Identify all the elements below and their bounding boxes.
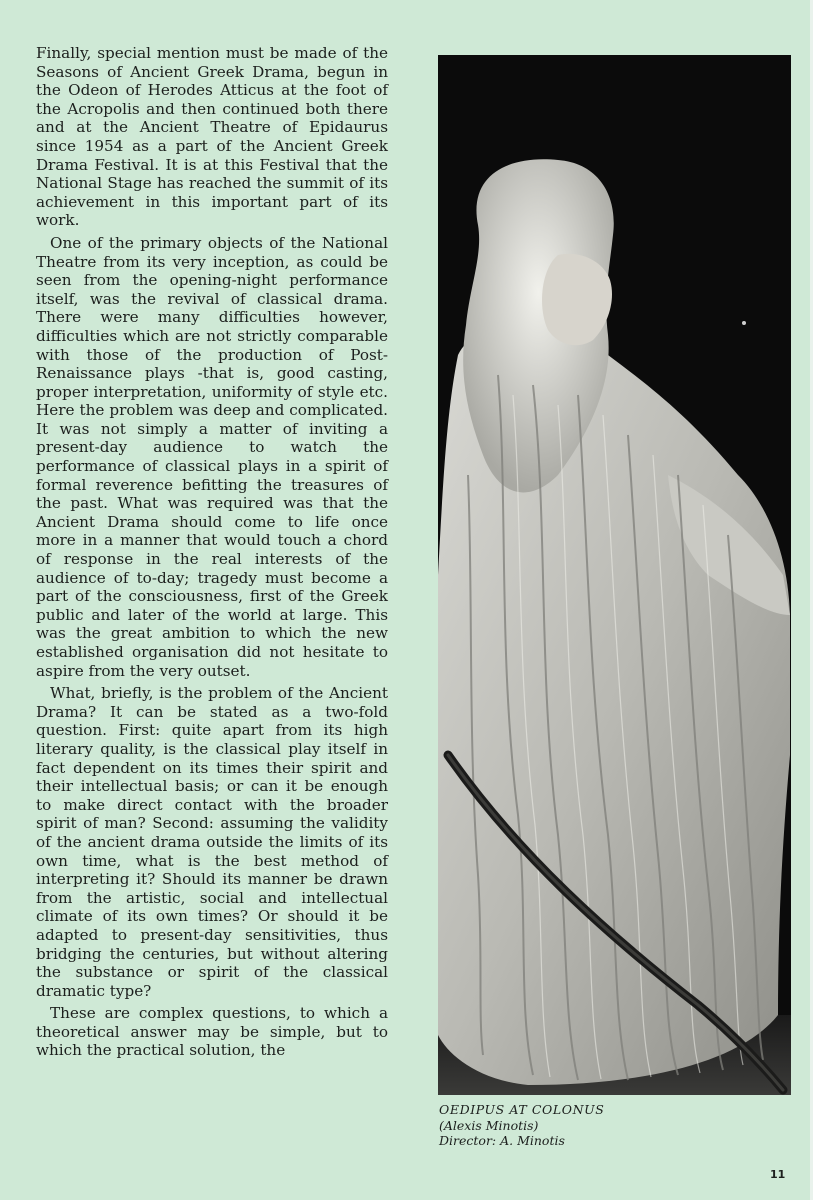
oedipus-photograph: [438, 55, 791, 1095]
caption-director: Director: A. Minotis: [439, 1133, 565, 1148]
article-paragraph-1: Finally, special mention must be made of the Seasons of Ancient Greek Drama, begun in the Odeon of Herodes Atticus at the foot of the Acropolis and then continued both there and at the Ancient Theatre of Epidaurus since 1954 as a part of the Ancient Greek Drama Festival. It is at this Festival that the National Stage has reached the summit of its achievement in this important part of its work.: [36, 44, 388, 230]
article-paragraph-4: These are complex questions, to which a theoretical answer may be simple, but to which the practical solution, the: [36, 1004, 388, 1060]
caption-title: OEDIPUS AT COLONUS: [439, 1102, 605, 1117]
article-paragraph-2: One of the primary objects of the National Theatre from its very inception, as could be seen from the opening-night performance itself, was the revival of classical drama. There were many difficulties however, difficulties which are not strictly comparable with those of the production of Post-Renaissance plays -that is, good casting, proper interpretation, uniformity of style etc. Here the problem was deep and complicated. It was not simply a matter of inviting a present-day audience to watch the performance of classical plays in a spirit of formal reverence befitting the treasures of the past. What was required was that the Ancient Drama should come to life once more in a manner that would touch a chord of response in the real interests of the audience of to-day; tragedy must become a part of the consciousness, first of the Greek public and later of the world at large. This was the great ambition to which the new established organisation did not hesitate to aspire from the very outset.: [36, 233, 388, 680]
caption-actor: (Alexis Minotis): [439, 1117, 539, 1133]
article-paragraph-3: What, briefly, is the problem of the Ancient Drama? It can be stated as a two-fold question. First: quite apart from its high literary quality, is the classical play itself in fact dependent on its times their spirit and their intellectual basis; or can it be enough to make direct contact with the broader spirit of man? Second: assuming the validity of the ancient drama outside the limits of its own time, what is the best method of interpreting it? Should its manner be drawn from the artistic, social and intellectual climate of its own times? Or should it be adapted to present-day sensitivities, thus bridging the centuries, but without altering the substance or spirit of the classical dramatic type?: [36, 684, 388, 1000]
article-text-column: [36, 44, 388, 1064]
page-number: 11: [770, 1168, 786, 1181]
photo-caption: [439, 1102, 779, 1149]
